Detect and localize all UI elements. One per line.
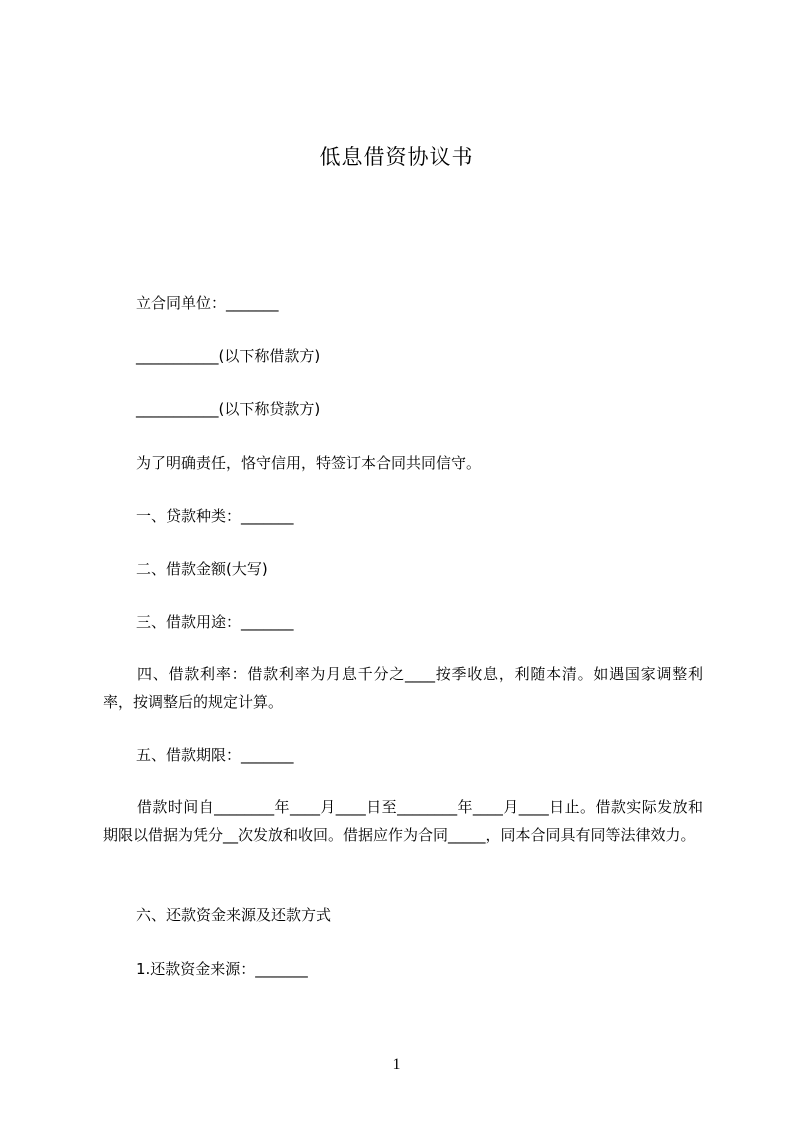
loan-period-clause: 借款时间自________年____月____日至________年____月____日止。借款实际发放和期限以借据为凭分__次发放和收回。借据应作为合同_____，同本合同具有同等法律效力。 xyxy=(103,798,703,844)
loan-usage-clause: 三、借款用途：_______ xyxy=(136,613,294,631)
repayment-source-line: 1.还款资金来源：_______ xyxy=(136,960,308,978)
page-number: 1 xyxy=(392,1056,401,1073)
loan-term-clause: 五、借款期限：_______ xyxy=(136,746,294,764)
repayment-heading: 六、还款资金来源及还款方式 xyxy=(136,906,332,924)
document-title: 低息借资协议书 xyxy=(319,145,474,169)
loan-type-clause: 一、贷款种类：_______ xyxy=(136,507,294,525)
borrower-line: ___________(以下称借款方) xyxy=(136,347,321,365)
contract-party-line: 立合同单位：_______ xyxy=(136,294,279,312)
purpose-statement: 为了明确责任，恪守信用，特签订本合同共同信守。 xyxy=(136,454,482,472)
lender-line: ___________(以下称贷款方) xyxy=(136,400,321,418)
loan-amount-clause: 二、借款金额(大写) xyxy=(136,560,268,578)
interest-rate-clause: 四、借款利率：借款利率为月息千分之____按季收息，利随本清。如遇国家调整利率，按调整后的规定计算。 xyxy=(103,665,703,711)
